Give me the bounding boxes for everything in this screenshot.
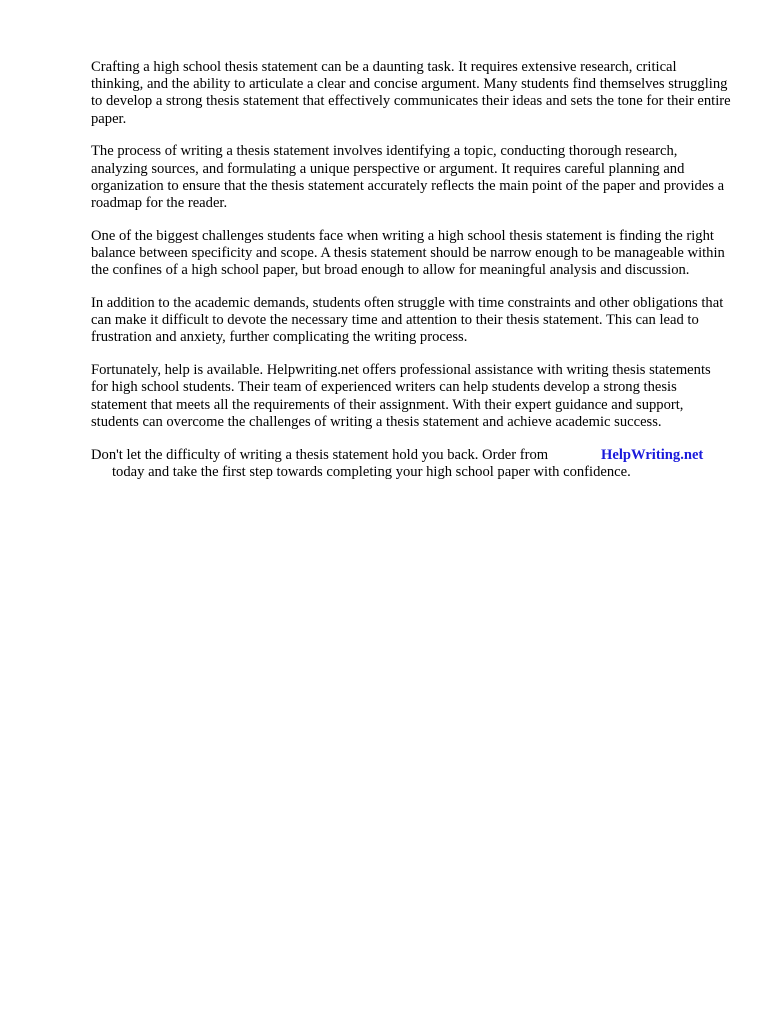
paragraph-2: The process of writing a thesis statement involves identifying a topic, conducting thorough research, analyzing sources, and formulating a unique perspective or argument. It requires careful planning and organization to ensure that the thesis statement accurately reflects the main point of the paper and provides a roadmap for the reader. [91,143,725,212]
document-body [91,59,731,481]
paragraph-3: One of the biggest challenges students face when writing a high school thesis statement is finding the right balance between specificity and scope. A thesis statement should be narrow enough to be manageable within the confines of a high school paper, but broad enough to allow for meaningful analysis and discussion. [91,227,725,279]
paragraph-1: Crafting a high school thesis statement can be a daunting task. It requires extensive research, critical thinking, and the ability to articulate a clear and concise argument. Many students find themselves struggling to develop a strong thesis statement that effectively communicates their ideas and sets the tone for their entire paper. [91,59,731,127]
cta-lead-text: Don't let the difficulty of writing a thesis statement hold you back. Order from [91,446,549,463]
paragraph-5: Fortunately, help is available. Helpwriting.net offers professional assistance with writing thesis statements for high school students. Their team of experienced writers can help students develop a strong thesis statement that meets all the requirements of their assignment. With their expert guidance and support, students can overcome the challenges of writing a thesis statement and achieve academic success. [91,362,711,430]
paragraph-4: In addition to the academic demands, students often struggle with time constraints and other obligations that can make it difficult to devote the necessary time and attention to their thesis statement. This can lead to frustration and anxiety, further complicating the writing process. [91,295,724,346]
call-to-action [91,447,731,481]
cta-tail-text: today and take the first step towards completing your high school paper with confidence. [112,463,631,480]
helpwriting-link[interactable]: HelpWriting.net [601,446,704,463]
